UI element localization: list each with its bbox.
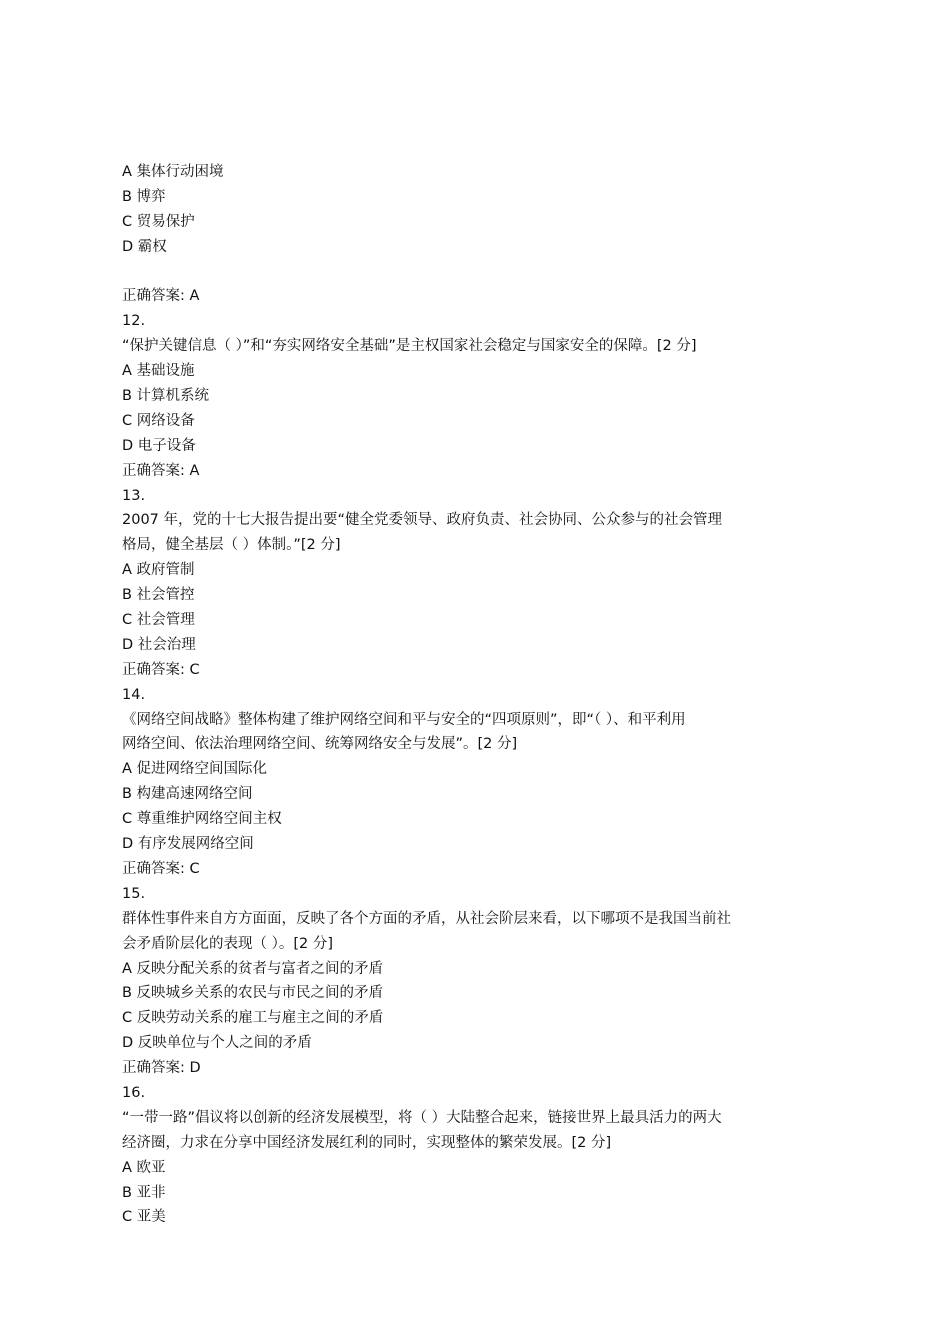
question-14-answer: 正确答案: C xyxy=(122,860,200,877)
option-a: A 促进网络空间国际化 xyxy=(122,761,268,778)
question-12-number: 12. xyxy=(122,313,146,330)
option-c: C 反映劳动关系的雇工与雇主之间的矛盾 xyxy=(122,1010,384,1027)
document-page xyxy=(122,160,832,1230)
option-a: A 欧亚 xyxy=(122,1159,166,1176)
question-15-number: 15. xyxy=(122,885,146,902)
option-d: D 霸权 xyxy=(122,238,167,255)
option-b: B 构建高速网络空间 xyxy=(122,786,253,803)
question-12-answer: 正确答案: A xyxy=(122,462,200,479)
question-15-text-line1: 群体性事件来自方方面面，反映了各个方面的矛盾，从社会阶层来看，以下哪项不是我国当前社 xyxy=(122,910,731,927)
option-a: A 基础设施 xyxy=(122,363,195,380)
question-15-text-line2: 会矛盾阶层化的表现（ ）。[2 分] xyxy=(122,935,334,952)
question-13-text-line1: 2007 年，党的十七大报告提出要“健全党委领导、政府负责、社会协同、公众参与的社会管理 xyxy=(122,512,723,529)
option-d: D 电子设备 xyxy=(122,437,196,454)
option-c: C 网络设备 xyxy=(122,412,195,429)
option-b: B 计算机系统 xyxy=(122,388,210,405)
option-a: A 反映分配关系的贫者与富者之间的矛盾 xyxy=(122,960,384,977)
option-b: B 反映城乡关系的农民与市民之间的矛盾 xyxy=(122,985,384,1002)
option-c: C 贸易保护 xyxy=(122,213,195,230)
option-c: C 社会管理 xyxy=(122,612,195,629)
question-16-text-line1: “一带一路”倡议将以创新的经济发展模型，将（ ）大陆整合起来，链接世界上最具活力的两大 xyxy=(122,1109,722,1126)
question-13-answer: 正确答案: C xyxy=(122,661,200,678)
question-16-text-line2: 经济圈，力求在分享中国经济发展红利的同时，实现整体的繁荣发展。[2 分] xyxy=(122,1134,612,1151)
question-14-text-line2: 网络空间、依法治理网络空间、统筹网络安全与发展”。[2 分] xyxy=(122,736,518,753)
option-a: A 政府管制 xyxy=(122,562,195,579)
question-14-number: 14. xyxy=(122,686,146,703)
option-c: C 亚美 xyxy=(122,1209,166,1226)
question-12-text: “保护关键信息（ ）”和“夯实网络安全基础”是主权国家社会稳定与国家安全的保障。[2 分] xyxy=(122,338,697,355)
option-d: D 社会治理 xyxy=(122,636,196,653)
question-15-answer: 正确答案: D xyxy=(122,1060,201,1077)
question-13-text-line2: 格局，健全基层（ ）体制。”[2 分] xyxy=(122,537,341,554)
question-16-number: 16. xyxy=(122,1084,146,1101)
option-d: D 有序发展网络空间 xyxy=(122,836,254,853)
option-b: B 博弈 xyxy=(122,188,166,205)
question-11-answer: 正确答案: A xyxy=(122,288,200,305)
question-13-number: 13. xyxy=(122,487,146,504)
option-a: A 集体行动困境 xyxy=(122,164,224,180)
spacer xyxy=(122,260,832,285)
option-b: B 亚非 xyxy=(122,1184,166,1201)
question-14-text-line1: 《网络空间战略》整体构建了维护网络空间和平与安全的“四项原则”，即“（ ）、和平利用 xyxy=(122,711,686,728)
option-d: D 反映单位与个人之间的矛盾 xyxy=(122,1035,312,1052)
question-11-options xyxy=(122,160,832,260)
option-b: B 社会管控 xyxy=(122,587,195,604)
option-c: C 尊重维护网络空间主权 xyxy=(122,811,282,828)
